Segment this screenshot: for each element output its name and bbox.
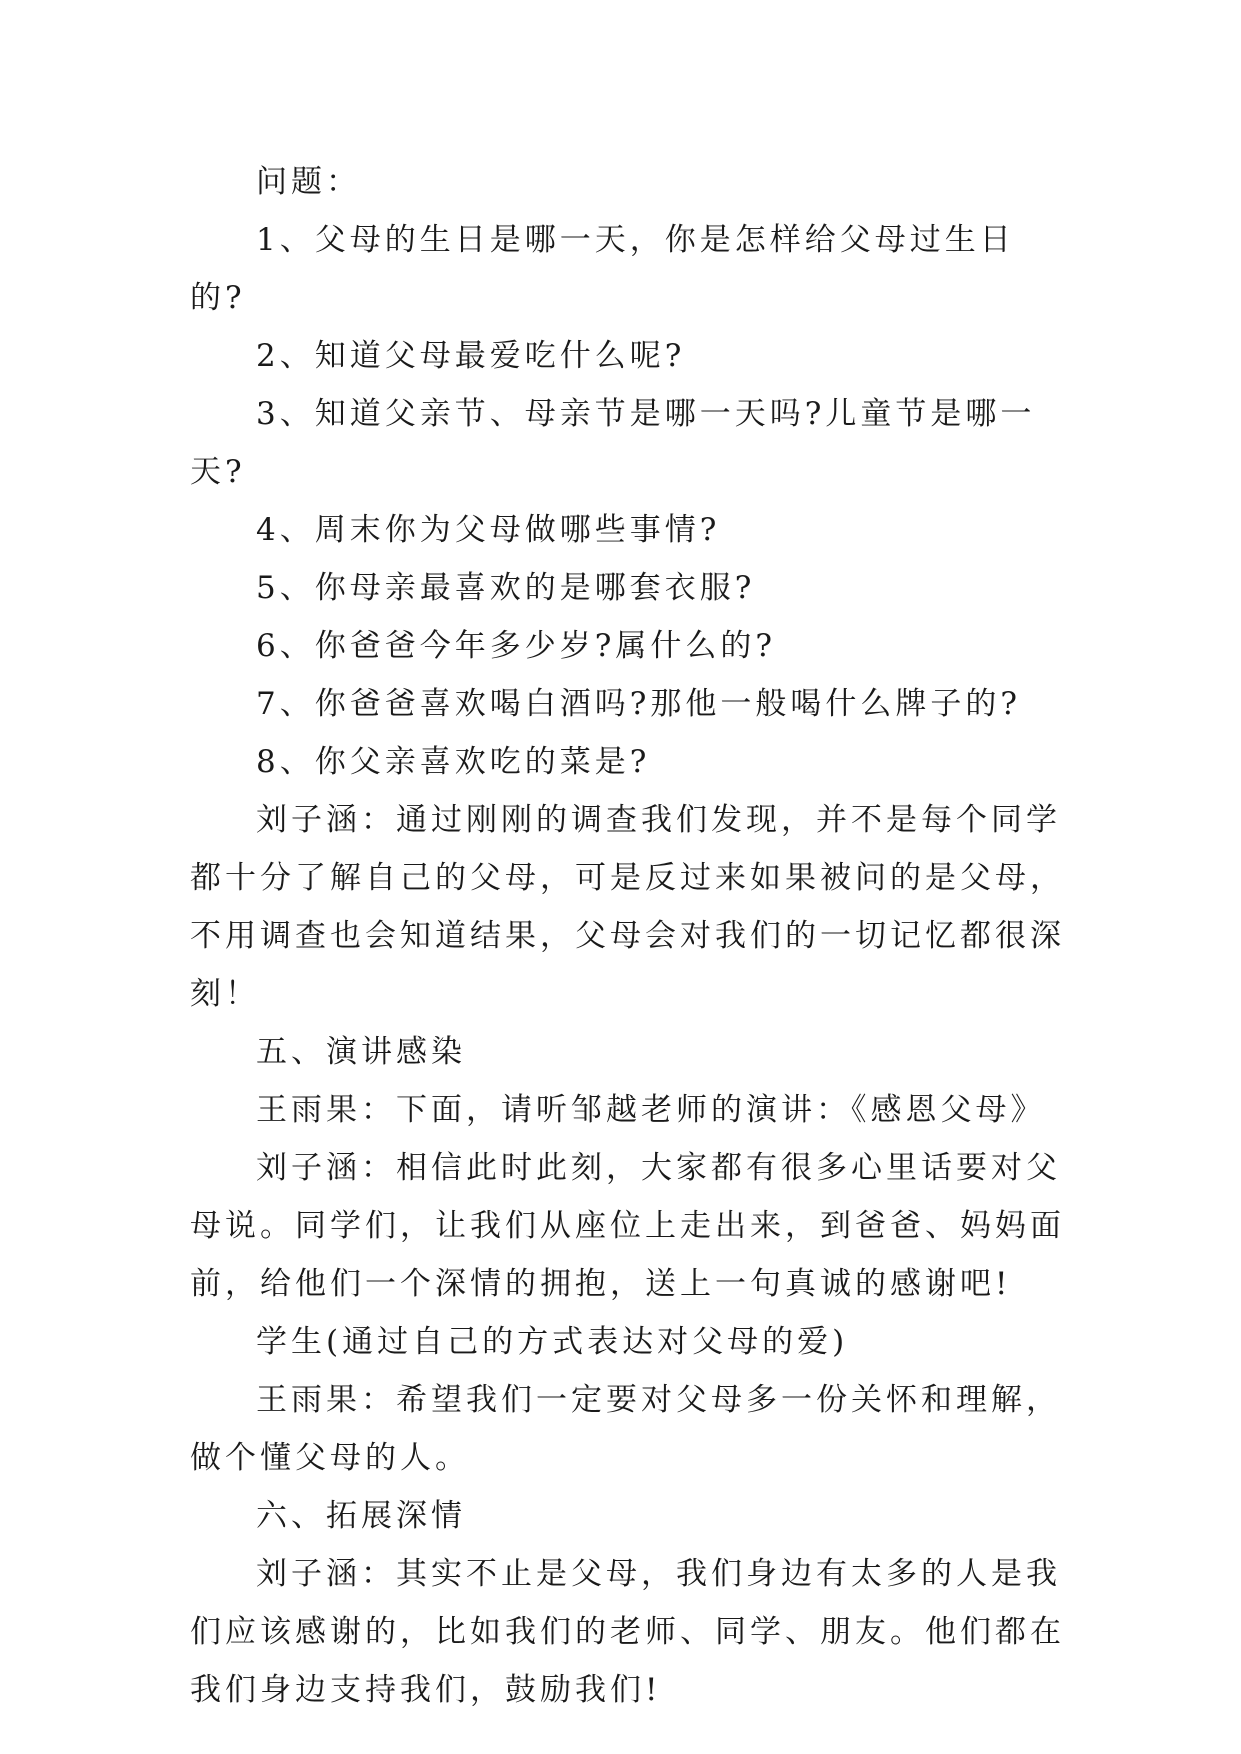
question-item: 8、你父亲喜欢吃的菜是? (256, 744, 651, 780)
dialogue-paragraph: 刘子涵：通过刚刚的调查我们发现，并不是每个同学都十分了解自己的父母，可是反过来如果被问的是父母，不用调查也会知道结果，父母会对我们的一切记忆都很深刻！ (190, 802, 1065, 1012)
dialogue-paragraph: 王雨果：希望我们一定要对父母多一份关怀和理解，做个懂父母的人。 (190, 1382, 1061, 1476)
question-item: 6、你爸爸今年多少岁?属什么的? (256, 628, 776, 664)
question-item: 2、知道父母最爱吃什么呢? (256, 338, 686, 374)
question-item: 4、周末你为父母做哪些事情? (256, 512, 721, 548)
section-heading: 五、演讲感染 (256, 1034, 466, 1070)
dialogue-paragraph: 王雨果：下面，请听邹越老师的演讲：《感恩父母》 (256, 1092, 1046, 1128)
paragraph-question-heading: 问题： (256, 164, 361, 200)
stage-direction: 学生(通过自己的方式表达对父母的爱) (256, 1324, 849, 1360)
dialogue-paragraph: 刘子涵：其实不止是父母，我们身边有太多的人是我们应该感谢的，比如我们的老师、同学、朋友。他们都在我们身边支持我们，鼓励我们! (190, 1556, 1065, 1708)
question-item: 5、你母亲最喜欢的是哪套衣服? (256, 570, 756, 606)
question-item: 3、知道父亲节、母亲节是哪一天吗?儿童节是哪一天? (190, 396, 1036, 490)
question-item: 7、你爸爸喜欢喝白酒吗?那他一般喝什么牌子的? (256, 686, 1021, 722)
dialogue-paragraph: 刘子涵：相信此时此刻，大家都有很多心里话要对父母说。同学们，让我们从座位上走出来，到爸爸、妈妈面前，给他们一个深情的拥抱，送上一句真诚的感谢吧! (190, 1150, 1065, 1302)
question-item: 1、父母的生日是哪一天，你是怎样给父母过生日的? (190, 222, 1015, 316)
section-heading: 六、拓展深情 (256, 1498, 466, 1534)
document-body (190, 153, 1070, 1719)
